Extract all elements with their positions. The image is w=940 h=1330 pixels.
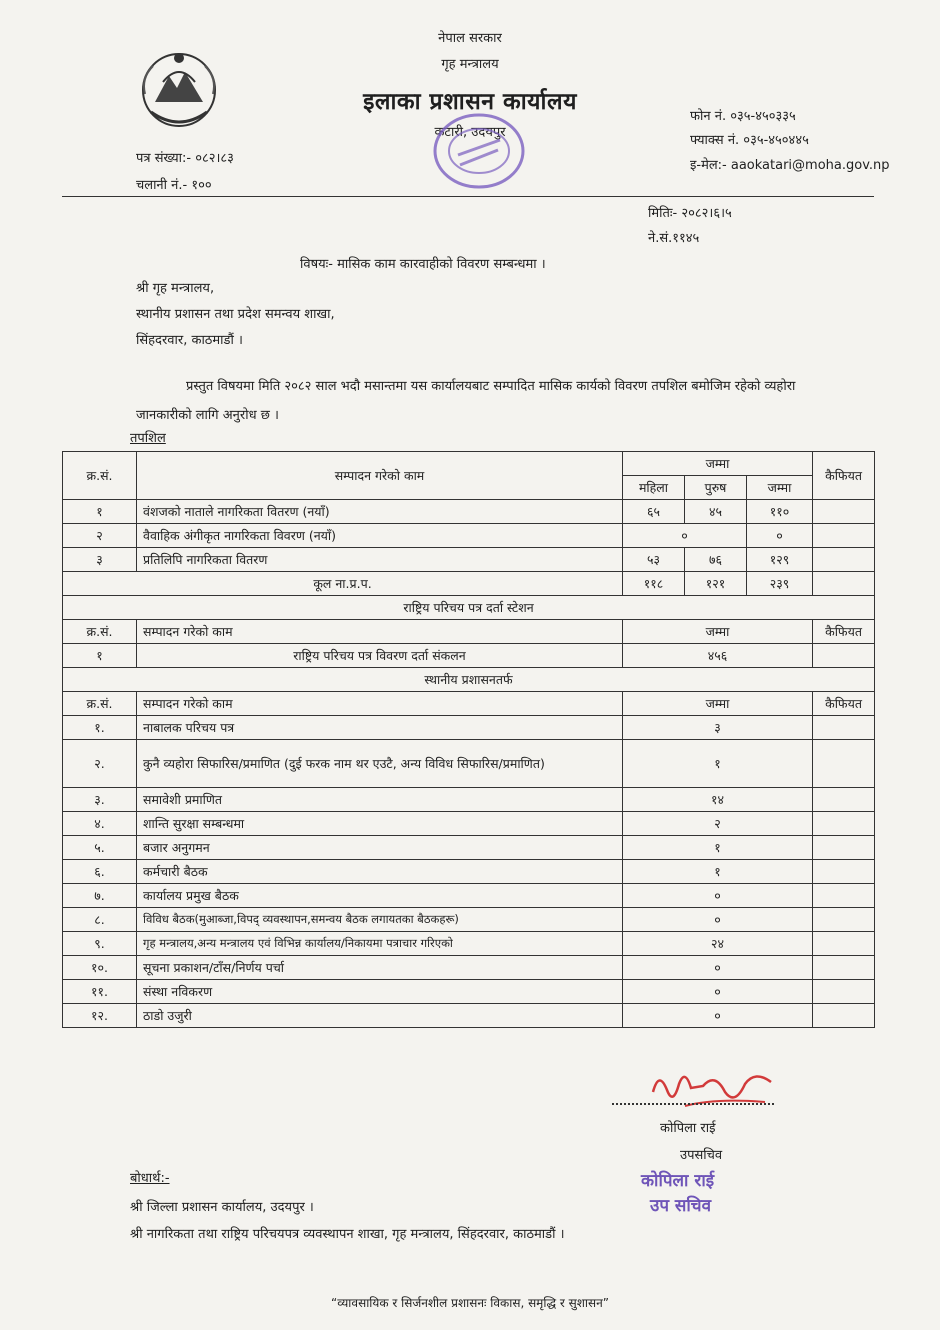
header-sn: क्र.सं. [63,620,137,644]
row-sn: १ [63,644,137,668]
handwritten-signature-icon [645,1062,780,1117]
row-total: ० [623,980,813,1004]
row-work: विविध बैठक(मुआब्जा,विपद् व्यवस्थापन,समन्वय बैठक लगायतका बैठकहरू) [137,908,623,932]
row-female: ६५ [623,500,685,524]
total-male: १२१ [685,572,747,596]
row-total: २ [623,812,813,836]
recipient-line-1: श्री गृह मन्त्रालय, [136,281,215,296]
cc-line-2: श्री नागरिकता तथा राष्ट्रिय परिचयपत्र व्यवस्थापन शाखा, गृह मन्त्रालय, सिंहदरवार, काठमाडौं । [130,1227,565,1242]
row-sn: ४. [63,812,137,836]
row-sn: १ [63,500,137,524]
signature-stamp-name: कोपिला राई [641,1171,715,1191]
row-male: ४५ [685,500,747,524]
row-work: समावेशी प्रमाणित [137,788,623,812]
cc-line-1: श्री जिल्ला प्रशासन कार्यालय, उदयपुर । [130,1200,314,1215]
row-remarks [813,524,875,548]
row-remarks [813,884,875,908]
section-national-id: राष्ट्रिय परिचय पत्र दर्ता स्टेशन [63,596,875,620]
signature-line [612,1103,774,1105]
dispatch-number: चलानी नं.- १०० [136,178,212,193]
table-row [63,740,875,788]
row-total: १४ [623,788,813,812]
table-row [63,932,875,956]
row-remarks [813,956,875,980]
row-sn: ११. [63,980,137,1004]
row-work: वंशजको नाताले नागरिकता वितरण (नयाँ) [137,500,623,524]
row-remarks [813,740,875,788]
row-work: ठाडो उजुरी [137,1004,623,1028]
subject-line: विषयः- मासिक काम कारवाहीको विवरण सम्बन्धमा । [300,257,546,272]
row-sn: २. [63,740,137,788]
row-total: ० [623,1004,813,1028]
header-female: महिला [623,476,685,500]
row-remarks [813,548,875,572]
recipient-line-2: स्थानीय प्रशासन तथा प्रदेश समन्वय शाखा, [136,307,335,322]
row-sn: १०. [63,956,137,980]
total-row [63,572,875,596]
table-row [63,548,875,572]
table-row [63,644,875,668]
cc-heading: बोधार्थ:- [130,1171,170,1186]
row-total: १ [623,740,813,788]
row-sn: ८. [63,908,137,932]
signatory-title: उपसचिव [680,1148,723,1163]
header-remarks: कैफियत [813,620,875,644]
table-row [63,812,875,836]
table-row [63,500,875,524]
office-stamp-icon [430,110,528,192]
header-sum: जम्मा [747,476,813,500]
row-work: कर्मचारी बैठक [137,860,623,884]
fax-number: फ्याक्स नं. ०३५-४५०४४५ [690,133,809,148]
table-row [63,980,875,1004]
row-work: गृह मन्त्रालय,अन्य मन्त्रालय एवं विभिन्न कार्यालय/निकायमा पत्राचार गरिएको [137,932,623,956]
row-remarks [813,500,875,524]
monthly-report-table [62,451,875,1028]
header-total: जम्मा [623,452,813,476]
total-female: ११८ [623,572,685,596]
row-sn: १२. [63,1004,137,1028]
row-remarks [813,1004,875,1028]
row-remarks [813,812,875,836]
row-total: ३ [623,716,813,740]
table-row [63,788,875,812]
row-remarks [813,644,875,668]
row-total: ० [623,908,813,932]
tapashil-heading: तपशिल [130,431,166,446]
letter-date: मितिः- २०८२।६।५ [648,206,732,221]
header-remarks: कैफियत [813,692,875,716]
row-remarks [813,908,875,932]
header-remarks: कैफियत [813,452,875,500]
header-male: पुरुष [685,476,747,500]
row-total: १ [623,836,813,860]
header-work: सम्पादन गरेको काम [137,452,623,500]
row-total: ० [623,884,813,908]
row-work: नाबालक परिचय पत्र [137,716,623,740]
table-row [63,524,875,548]
row-remarks [813,980,875,1004]
signature-stamp-title: उप सचिव [650,1196,712,1216]
row-work: कार्यालय प्रमुख बैठक [137,884,623,908]
office-address: कटारी, उदयपुर [434,125,506,140]
table-row [63,908,875,932]
row-female-male: ० [623,524,747,548]
row-sn: ९. [63,932,137,956]
ministry-name: गृह मन्त्रालय [441,57,499,72]
table-row [63,716,875,740]
row-total: ० [747,524,813,548]
footer-motto: “व्यावसायिक र सिर्जनशील प्रशासनः विकास, समृद्धि र सुशासन” [331,1296,609,1310]
row-work: सूचना प्रकाशन/टाँस/निर्णय पर्चा [137,956,623,980]
row-remarks [813,788,875,812]
row-sn: ३. [63,788,137,812]
total-sum: २३९ [747,572,813,596]
phone-number: फोन नं. ०३५-४५०३३५ [690,109,796,124]
row-work: राष्ट्रिय परिचय पत्र विवरण दर्ता संकलन [137,644,623,668]
row-total: ११० [747,500,813,524]
row-remarks [813,836,875,860]
signatory-name: कोपिला राई [660,1121,716,1136]
letter-number: पत्र संख्या:- ०८२।८३ [136,151,234,166]
table-row [63,1004,875,1028]
header-sn: क्र.सं. [63,452,137,500]
header-work: सम्पादन गरेको काम [137,692,623,716]
header-work: सम्पादन गरेको काम [137,620,623,644]
nepal-samvat-date: ने.सं.११४५ [648,231,700,246]
row-work: संस्था नविकरण [137,980,623,1004]
header-divider [62,196,874,197]
row-total: २४ [623,932,813,956]
recipient-line-3: सिंहदरवार, काठमाडौं । [136,333,243,348]
table-row [63,956,875,980]
table-row [63,884,875,908]
row-total: ० [623,956,813,980]
header-total: जम्मा [623,692,813,716]
row-sn: ५. [63,836,137,860]
header-sn: क्र.सं. [63,692,137,716]
row-sn: १. [63,716,137,740]
total-remarks [813,572,875,596]
row-remarks [813,860,875,884]
row-work: वैवाहिक अंगीकृत नागरिकता विवरण (नयाँ) [137,524,623,548]
row-work: प्रतिलिपि नागरिकता वितरण [137,548,623,572]
row-total: १२९ [747,548,813,572]
office-title: इलाका प्रशासन कार्यालय [363,89,577,115]
row-work: कुनै व्यहोरा सिफारिस/प्रमाणित (दुई फरक नाम थर एउटै, अन्य विविध सिफारिस/प्रमाणित) [137,740,623,788]
row-female: ५३ [623,548,685,572]
row-work: शान्ति सुरक्षा सम्बन्धमा [137,812,623,836]
government-name: नेपाल सरकार [438,31,502,46]
email-address: इ-मेल:- aaokatari@moha.gov.np [690,158,890,173]
row-total: १ [623,860,813,884]
table-row [63,836,875,860]
row-remarks [813,716,875,740]
row-total: ४५६ [623,644,813,668]
row-sn: ७. [63,884,137,908]
row-work: बजार अनुगमन [137,836,623,860]
header-total: जम्मा [623,620,813,644]
row-male: ७६ [685,548,747,572]
table-row [63,860,875,884]
row-sn: २ [63,524,137,548]
row-sn: ६. [63,860,137,884]
section-local-admin: स्थानीय प्रशासनतर्फ [63,668,875,692]
total-label: कूल ना.प्र.प. [63,572,623,596]
row-remarks [813,932,875,956]
body-paragraph: प्रस्तुत विषयमा मिति २०८२ साल भदौ मसान्तमा यस कार्यालयबाट सम्पादित मासिक कार्यको विवरण तपशिल बमोजिम रहेको व्यहोरा जानकारीको लागि अनुरोध छ । [136,379,796,423]
row-sn: ३ [63,548,137,572]
